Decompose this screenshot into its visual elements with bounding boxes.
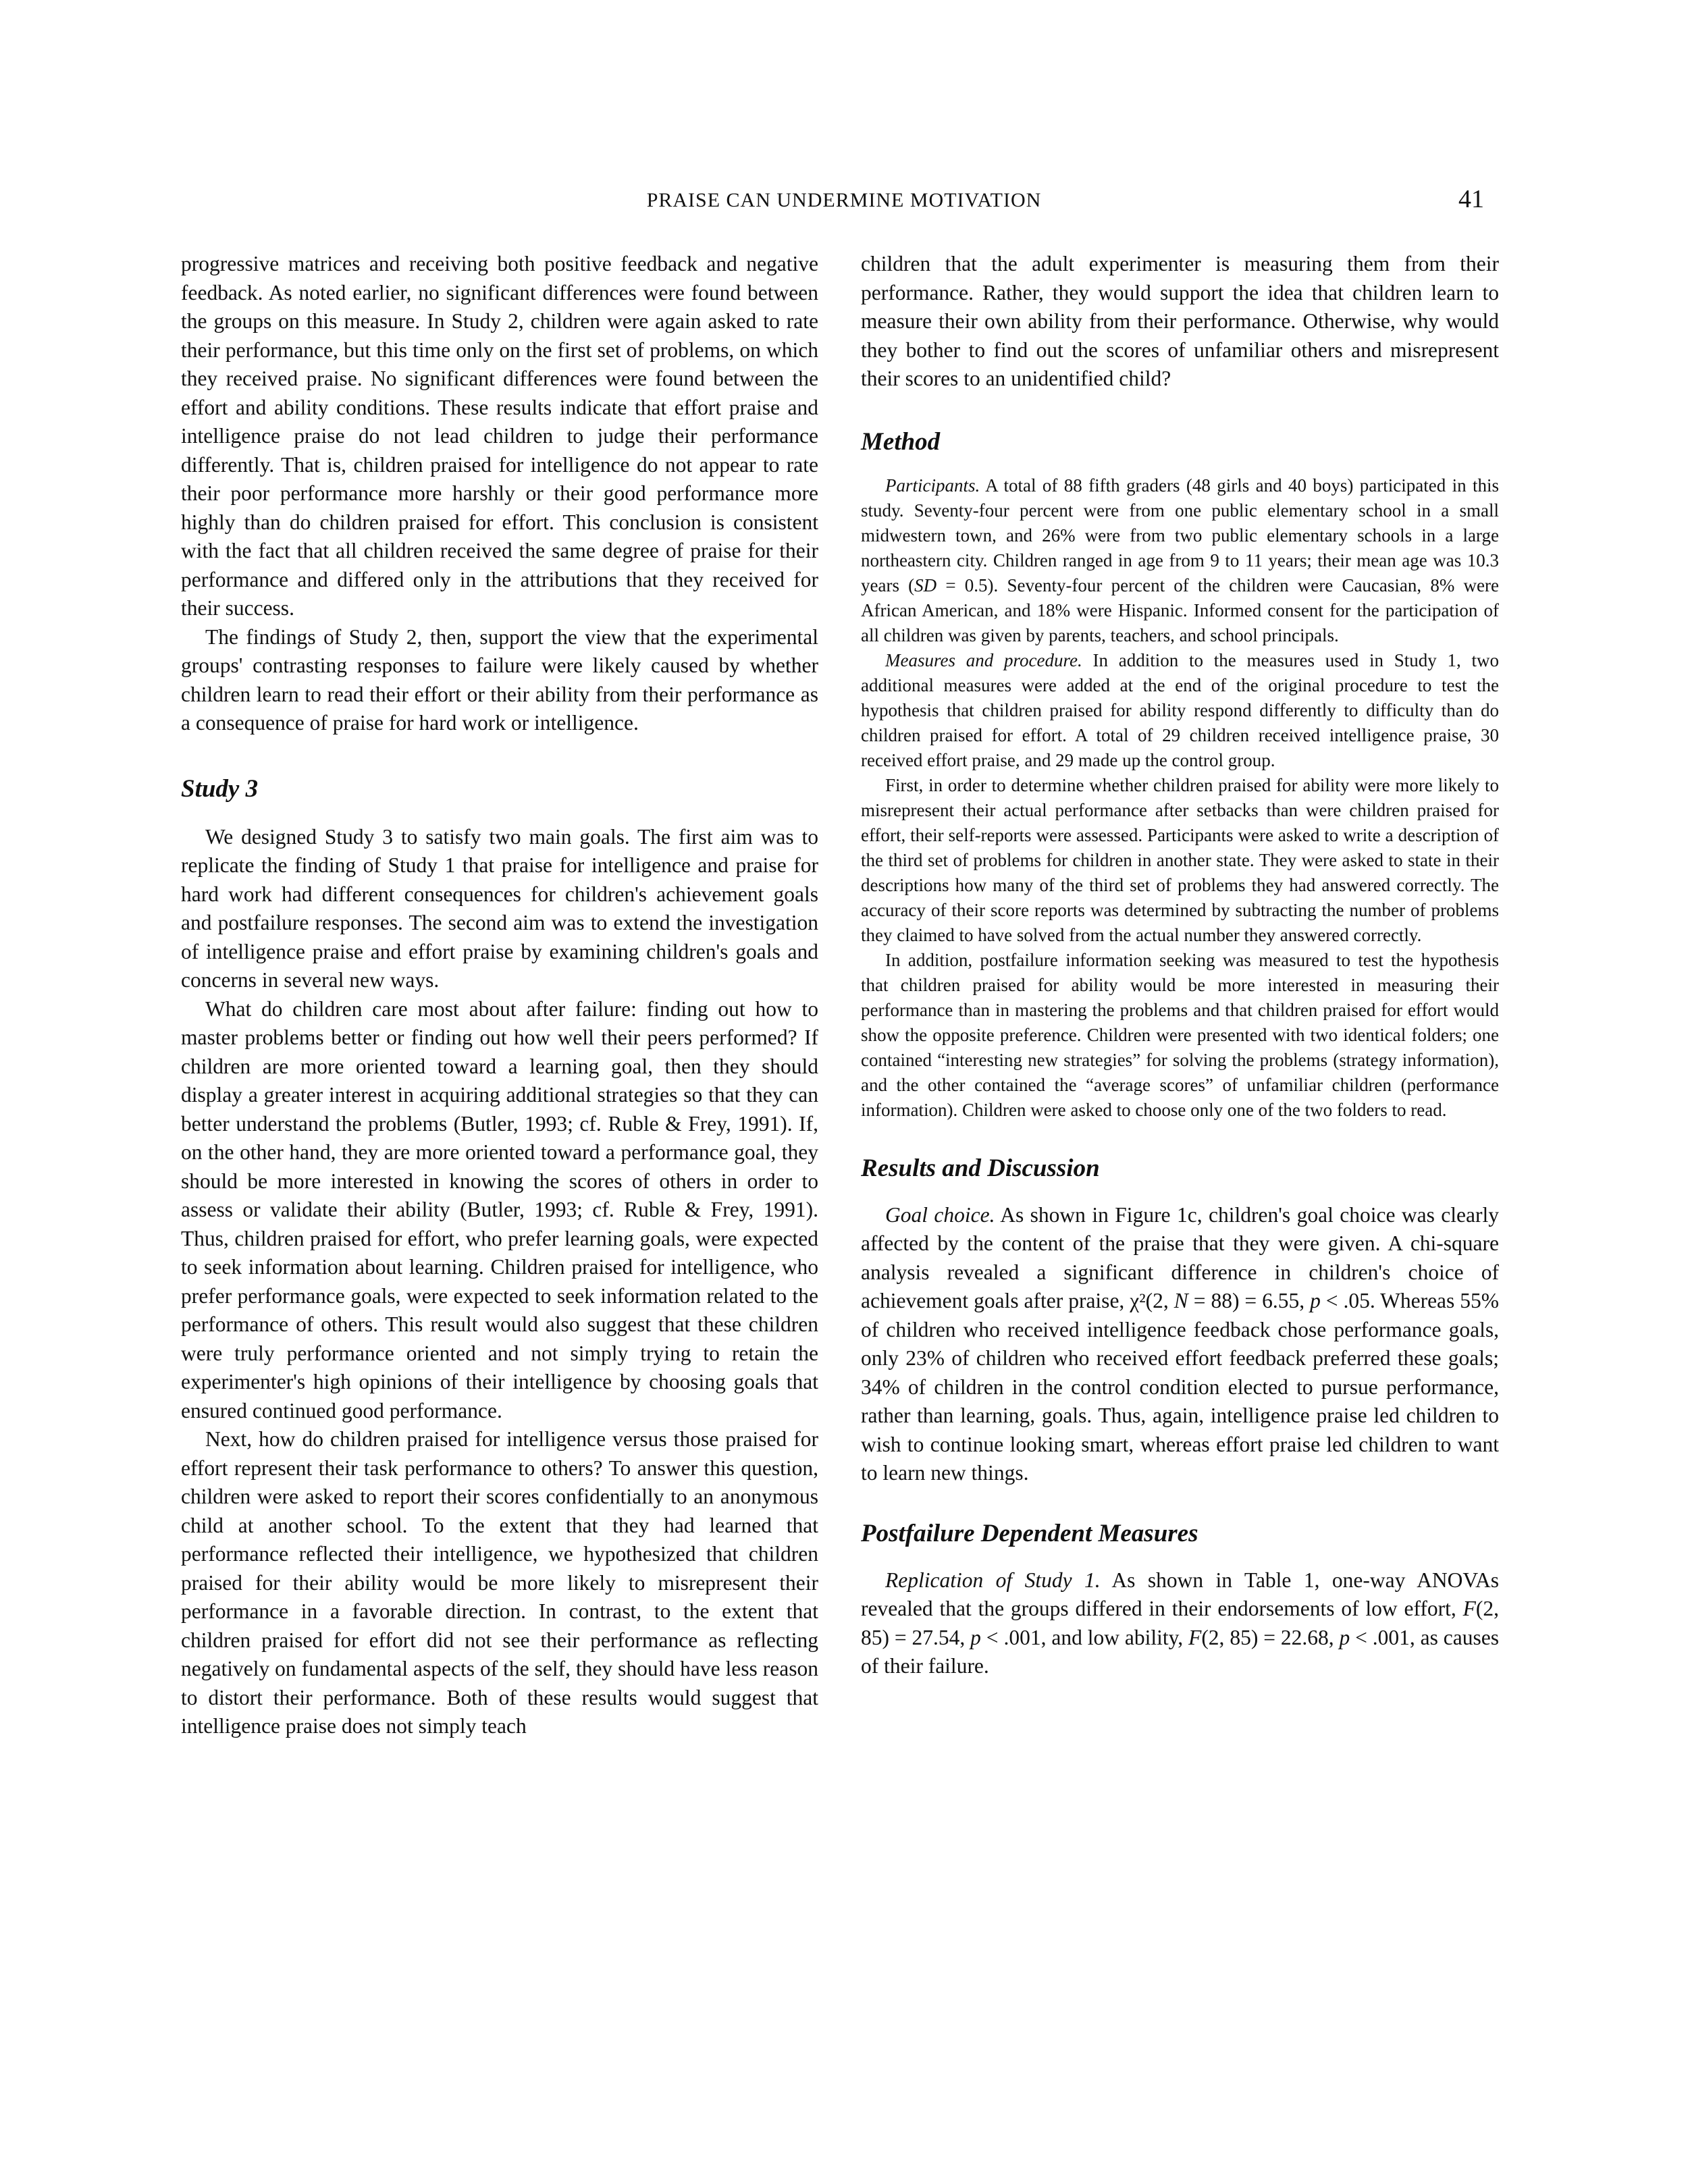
goal-text-b: = 88) = 6.55, xyxy=(1188,1289,1311,1312)
goal-n: N xyxy=(1173,1289,1188,1312)
repl-text-e: < .001, as causes of their failure. xyxy=(861,1625,1499,1678)
participants-text-a: A total of 88 fifth graders (48 girls and 40 boys) participated in this study. Seventy-four percent were from one public elementary school in a small midwestern town, and 26% were from two public elementary schools in a large northeastern city. Children ranged in age from 9 to 11 years; their mean age was 10.3 years ( xyxy=(861,475,1499,595)
measures-text: In addition to the measures used in Study 1, two additional measures were added at the end of the original procedure to test the hypothesis that children praised for ability respond differently to difficulty than do children praised for effort. A total of 29 children received intelligence praise, 30 received effort praise, and 29 made up the control group. xyxy=(861,649,1500,770)
measures-paragraph xyxy=(861,648,1499,773)
left-paragraph-1: progressive matrices and receiving both positive feedback and negative feedback. As noted earlier, no significant differences were found between the groups on this measure. In Study 2, children were again asked to rate their performance, but this time only on the first set of problems, on which they received praise. No significant differences were found between the effort and ability conditions. These results indicate that effort praise and intelligence praise do not lead children to judge their performance differently. That is, children praised for intelligence do not appear to rate their poor performance more harshly or their good performance more highly than do children praised for effort. This conclusion is consistent with the fact that all children received the same degree of praise for their performance and differed only in the attributions that they received for their success. xyxy=(181,252,818,620)
repl-f1: F xyxy=(1462,1597,1476,1620)
repl-text-a: As shown in Table 1, one-way ANOVAs revealed that the groups differed in their endorsements of low effort, xyxy=(861,1568,1500,1620)
replication-label: Replication of Study 1. xyxy=(885,1568,1101,1592)
right-paragraph-1: children that the adult experimenter is measuring them from their performance. Rather, they would support the idea that children learn to measure their own ability from their performance. Otherwise, why would they bother to find out the scores of unfamiliar others and misrepresent their scores to an unidentified child? xyxy=(861,252,1499,390)
participants-label: Participants. xyxy=(885,475,980,496)
method-heading: Method xyxy=(861,427,941,456)
left-column xyxy=(181,250,818,1741)
postfailure-heading: Postfailure Dependent Measures xyxy=(861,1519,1198,1547)
repl-text-b: (2, 85) = 27.54, xyxy=(861,1597,1499,1649)
goal-p: p xyxy=(1310,1289,1321,1312)
sd-label: SD xyxy=(914,575,937,595)
left-paragraph-4: What do children care most about after failure: finding out how to master problems better or finding out how well their peers performed? If children are more oriented toward a learning goal, then they should display a greater interest in acquiring additional strategies so that they can better understand the problems (Butler, 1993; cf. Ruble & Frey, 1991). If, on the other hand, they are more oriented toward a performance goal, they should be more interested in knowing the scores of others in order to assess or validate their ability (Butler, 1993; cf. Ruble & Frey, 1991). Thus, children praised for effort, who prefer learning goals, were expected to seek information about learning. Children praised for intelligence, who prefer performance goals, were expected to seek information related to the performance of others. This result would also suggest that these children were truly performance oriented and not simply trying to retain the experimenter's high opinions of their intelligence by choosing goals that ensured continued good performance. xyxy=(181,996,818,1422)
page-number: 41 xyxy=(1458,185,1484,213)
running-head: PRAISE CAN UNDERMINE MOTIVATION xyxy=(646,189,1042,211)
left-paragraph-2: The findings of Study 2, then, support the view that the experimental groups' contrasting responses to failure were likely caused by whether children learn to read their effort or their ability from their performance as a consequence of praise for hard work or intelligence. xyxy=(181,624,818,735)
left-paragraph-5: Next, how do children praised for intelligence versus those praised for effort represent their task performance to others? To answer this question, children were asked to report their scores confidentially to an anonymous child at another school. To the extent that they had learned that performance reflected their intelligence, we hypothesized that children praised for their ability would be more likely to misrepresent their performance in a favorable direction. In contrast, to the extent that children praised for effort did not see their performance as reflecting negatively on fundamental aspects of the self, they should have less reason to distort their performance. Both of these results would suggest that intelligence praise does not simply teach xyxy=(181,1427,818,1738)
right-column xyxy=(861,250,1499,1681)
goal-choice-label: Goal choice. xyxy=(885,1202,995,1227)
repl-p2: p xyxy=(1339,1625,1350,1649)
results-heading: Results and Discussion xyxy=(861,1154,1100,1182)
goal-text-a: As shown in Figure 1c, children's goal choice was clearly affected by the content of the praise that they were given. A chi-square analysis revealed a significant difference in children's choice of achievement goals after praise, χ²(2, xyxy=(861,1202,1499,1312)
left-paragraph-3: We designed Study 3 to satisfy two main goals. The first aim was to replicate the finding of Study 1 that praise for intelligence and praise for hard work had different consequences for children's achievement goals and postfailure responses. The second aim was to extend the investigation of intelligence praise and effort praise by examining children's goals and concerns in several new ways. xyxy=(181,824,818,992)
participants-paragraph xyxy=(861,473,1499,648)
study3-heading: Study 3 xyxy=(181,774,259,803)
addition-paragraph: In addition, postfailure information seeking was measured to test the hypothesis that children praised for ability would be more interested in measuring their performance than in mastering the problems and that children praised for effort would show the opposite preference. Children were presented with two identical folders; one contained “interesting new strategies” for solving the problems (strategy information), and the other contained the “average scores” of unfamiliar children (performance information). Children were asked to choose only one of the two folders to read. xyxy=(861,949,1499,1120)
repl-text-d: (2, 85) = 22.68, xyxy=(1201,1625,1340,1649)
participants-text-b: = 0.5). Seventy-four percent of the children were Caucasian, 8% were African American, and 18% were Hispanic. Informed consent for the participation of all children was given by parents, teachers, and school principals. xyxy=(861,575,1499,645)
goal-text-c: < .05. Whereas 55% of children who received intelligence feedback chose performance goals, only 23% of children who received effort feedback preferred these goals; 34% of children in the control condition elected to pursue performance, rather than learning, goals. Thus, again, intelligence praise led children to wish to continue looking smart, whereas effort praise led children to want to learn new things. xyxy=(861,1289,1499,1485)
repl-f2: F xyxy=(1188,1625,1202,1649)
replication-paragraph xyxy=(861,1566,1499,1681)
goal-choice-paragraph xyxy=(861,1201,1499,1488)
repl-p1: p xyxy=(970,1625,981,1649)
first-paragraph: First, in order to determine whether children praised for ability were more likely to misrepresent their actual performance after setbacks than were children praised for effort, their self-reports were assessed. Participants were asked to write a description of the third set of problems for children in another state. They were asked to state in their descriptions how many of the third set of problems they had answered correctly. The accuracy of their score reports was determined by subtracting the number of problems they claimed to have solved from the actual number they answered correctly. xyxy=(861,774,1499,945)
repl-text-c: < .001, and low ability, xyxy=(980,1625,1189,1649)
measures-label: Measures and procedure. xyxy=(885,649,1082,670)
